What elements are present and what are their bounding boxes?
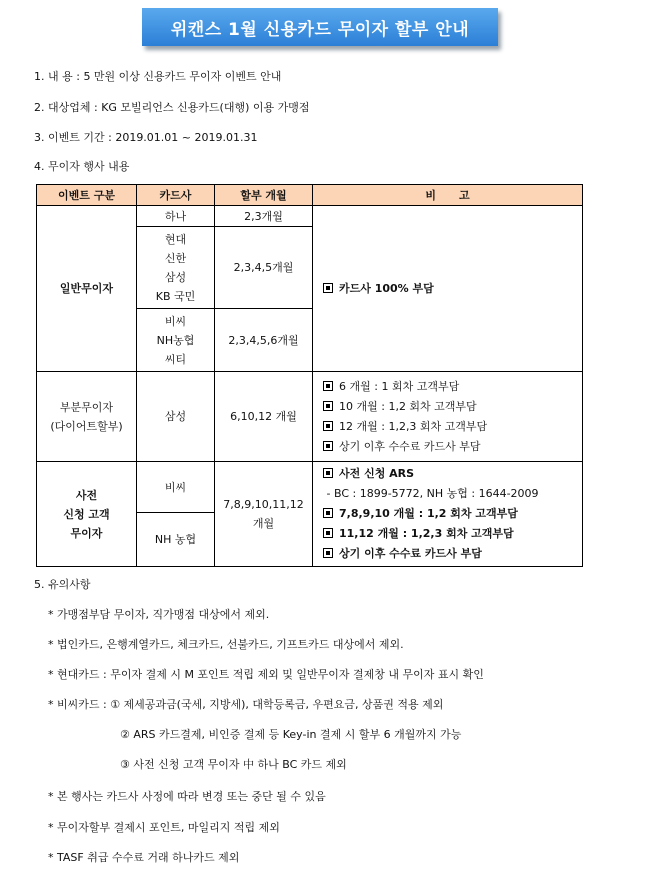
- general-note: [313, 206, 583, 372]
- preapply-label: [37, 462, 137, 567]
- general-months-2: 2,3,4,5개월: [215, 227, 313, 309]
- partial-note: 상기 이후 수수료 카드사 부담: [339, 439, 481, 453]
- title-banner: [142, 8, 498, 46]
- card-name: 삼성: [164, 270, 187, 284]
- preapply-label-line: 무이자: [70, 526, 103, 540]
- checkbox-icon: [323, 548, 333, 558]
- partial-note: 12 개월 : 1,2,3 회차 고객부담: [339, 419, 488, 433]
- info-content: 1. 내 용 : 5 만원 이상 신용카드 무이자 이벤트 안내: [34, 70, 282, 83]
- preapply-note: - BC : 1899-5772, NH 농협 : 1644-2009: [326, 487, 539, 500]
- table-header-row: [37, 185, 583, 206]
- general-note-text: 카드사 100% 부담: [339, 282, 434, 295]
- caution-item: ③ 사전 신청 고객 무이자 中 하나 BC 카드 제외: [120, 758, 347, 771]
- caution-item: ② ARS 카드결제, 비인증 결제 등 Key-in 결제 시 할부 6 개월까지 가능: [120, 728, 462, 741]
- card-name: 현대: [164, 232, 187, 246]
- caution-item: * TASF 취급 수수료 거래 하나카드 제외: [48, 851, 240, 864]
- table-row: [37, 206, 583, 227]
- checkbox-icon: [323, 381, 333, 391]
- preapply-months-line: 7,8,9,10,11,12: [223, 498, 304, 511]
- event-table: [36, 184, 583, 567]
- caution-item: * 무이자할부 결제시 포인트, 마일리지 적립 제외: [48, 821, 280, 834]
- preapply-card-bc: 비씨: [137, 462, 215, 513]
- page-title: 위캔스 1월 신용카드 무이자 할부 안내: [170, 19, 470, 40]
- header-card: 카드사: [137, 185, 215, 206]
- partial-label: [37, 372, 137, 462]
- partial-notes: [313, 372, 583, 462]
- caution-item: * 법인카드, 은행계열카드, 체크카드, 선불카드, 기프트카드 대상에서 제외.: [48, 638, 404, 651]
- caution-item: * 가맹점부담 무이자, 직가맹점 대상에서 제외.: [48, 608, 270, 621]
- checkbox-icon: [323, 283, 333, 293]
- preapply-months-line: 개월: [252, 517, 275, 530]
- caution-item: * 비씨카드 : ① 제세공과금(국세, 지방세), 대학등록금, 우편요금, 상품권 적용 제외: [48, 698, 444, 711]
- checkbox-icon: [323, 441, 333, 451]
- preapply-note: 사전 신청 ARS: [339, 467, 415, 480]
- preapply-note: 7,8,9,10 개월 : 1,2 회차 고객부담: [339, 507, 518, 520]
- partial-card: 삼성: [137, 372, 215, 462]
- partial-note: 10 개월 : 1,2 회차 고객부담: [339, 399, 477, 413]
- table-row: [37, 372, 583, 462]
- card-name: 비씨: [164, 314, 187, 328]
- header-event-type: 이벤트 구분: [37, 185, 137, 206]
- general-cards-2: [137, 227, 215, 309]
- partial-months: 6,10,12 개월: [215, 372, 313, 462]
- header-months: 할부 개월: [215, 185, 313, 206]
- general-label: 일반무이자: [37, 206, 137, 372]
- info-period: 3. 이벤트 기간 : 2019.01.01 ~ 2019.01.31: [34, 131, 258, 144]
- card-name: 씨티: [164, 352, 187, 366]
- info-target: 2. 대상업체 : KG 모빌리언스 신용카드(대행) 이용 가맹점: [34, 101, 310, 114]
- preapply-card-nh: NH 농협: [137, 513, 215, 567]
- info-event-heading: 4. 무이자 행사 내용: [34, 160, 130, 173]
- header-note: 비 고: [313, 185, 583, 206]
- preapply-notes: [313, 462, 583, 567]
- caution-item: * 현대카드 : 무이자 결제 시 M 포인트 적립 제외 및 일반무이자 결제창 내 무이자 표시 확인: [48, 668, 484, 681]
- card-name: KB 국민: [155, 289, 196, 303]
- checkbox-icon: [323, 401, 333, 411]
- checkbox-icon: [323, 468, 333, 478]
- partial-label-line: (다이어트할부): [50, 419, 123, 433]
- general-months-3: 2,3,4,5,6개월: [215, 309, 313, 372]
- checkbox-icon: [323, 421, 333, 431]
- preapply-label-line: 사전: [75, 488, 98, 502]
- caution-title: 5. 유의사항: [34, 578, 91, 591]
- card-name: NH농협: [156, 333, 195, 347]
- preapply-label-line: 신청 고객: [63, 507, 110, 521]
- general-cards-3: [137, 309, 215, 372]
- general-card-hana: 하나: [137, 206, 215, 227]
- partial-note: 6 개월 : 1 회차 고객부담: [339, 379, 460, 393]
- checkbox-icon: [323, 508, 333, 518]
- partial-label-line: 부분무이자: [59, 400, 114, 414]
- card-name: 신한: [164, 251, 187, 265]
- preapply-note: 상기 이후 수수료 카드사 부담: [339, 547, 482, 560]
- checkbox-icon: [323, 528, 333, 538]
- preapply-months: [215, 462, 313, 567]
- table-row: [37, 462, 583, 513]
- preapply-note: 11,12 개월 : 1,2,3 회차 고객부담: [339, 527, 514, 540]
- caution-item: * 본 행사는 카드사 사정에 따라 변경 또는 중단 될 수 있음: [48, 790, 326, 803]
- general-months-1: 2,3개월: [215, 206, 313, 227]
